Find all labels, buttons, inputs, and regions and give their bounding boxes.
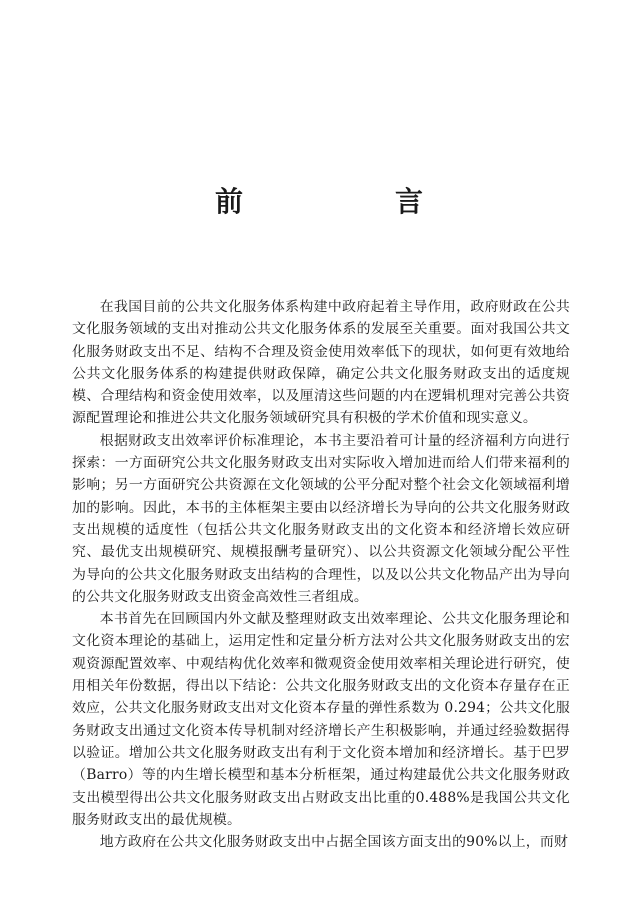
paragraph-3: 本书首先在回顾国内外文献及整理财政支出效率理论、公共文化服务理论和文化资本理论的基础上，运用定性和定量分析方法对公共文化服务财政支出的宏观资源配置效率、中观结构优化效率和微观资金使用效率相关理论进行研究，使用相关年份数据，得出以下结论：公共文化服务财政支出的文化资本存量存在正效应，公共文化服务财政支出对文化资本存量的弹性系数为 0.294；公共文化服务财政支出通过文化资本传导机制对经济增长产生积极影响，并通过经验数据得以验证。增加公共文化服务财政支出有利于文化资本增加和经济增长。基于巴罗（Barro）等的内生增长模型和基本分析框架，通过构建最优公共文化服务财政支出模型得出公共文化服务财政支出占财政支出比重的0.488%是我国公共文化服务财政支出的最优规模。 bbox=[72, 611, 570, 828]
body-text bbox=[72, 296, 570, 853]
page-title: 前 言 bbox=[214, 185, 485, 218]
paragraph-1: 在我国目前的公共文化服务体系构建中政府起着主导作用，政府财政在公共文化服务领域的支出对推动公共文化服务体系的发展至关重要。面对我国公共文化服务财政支出不足、结构不合理及资金使用效率低下的现状，如何更有效地给公共文化服务体系的构建提供财政保障，确定公共文化服务财政支出的适度规模、合理结构和资金使用效率，以及厘清这些问题的内在逻辑机理对完善公共资源配置理论和推进公共文化服务领域研究具有积极的学术价值和现实意义。 bbox=[72, 299, 570, 427]
paragraph-2: 根据财政支出效率评价标准理论，本书主要沿着可计量的经济福利方向进行探索：一方面研究公共文化服务财政支出对实际收入增加进而给人们带来福利的影响；另一方面研究公共资源在文化领域的公平分配对整个社会文化领域福利增加的影响。因此，本书的主体框架主要由以经济增长为导向的公共文化服务财政支出规模的适度性（包括公共文化服务财政支出的文化资本和经济增长效应研究、最优支出规模研究、规模报酬考量研究）、以公共资源文化领域分配公平性为导向的公共文化服务财政支出结构的合理性，以及以公共文化物品产出为导向的公共文化服务财政支出资金高效性三者组成。 bbox=[72, 432, 570, 605]
paragraph-4: 地方政府在公共文化服务财政支出中占据全国该方面支出的90%以上，而财 bbox=[99, 834, 569, 851]
